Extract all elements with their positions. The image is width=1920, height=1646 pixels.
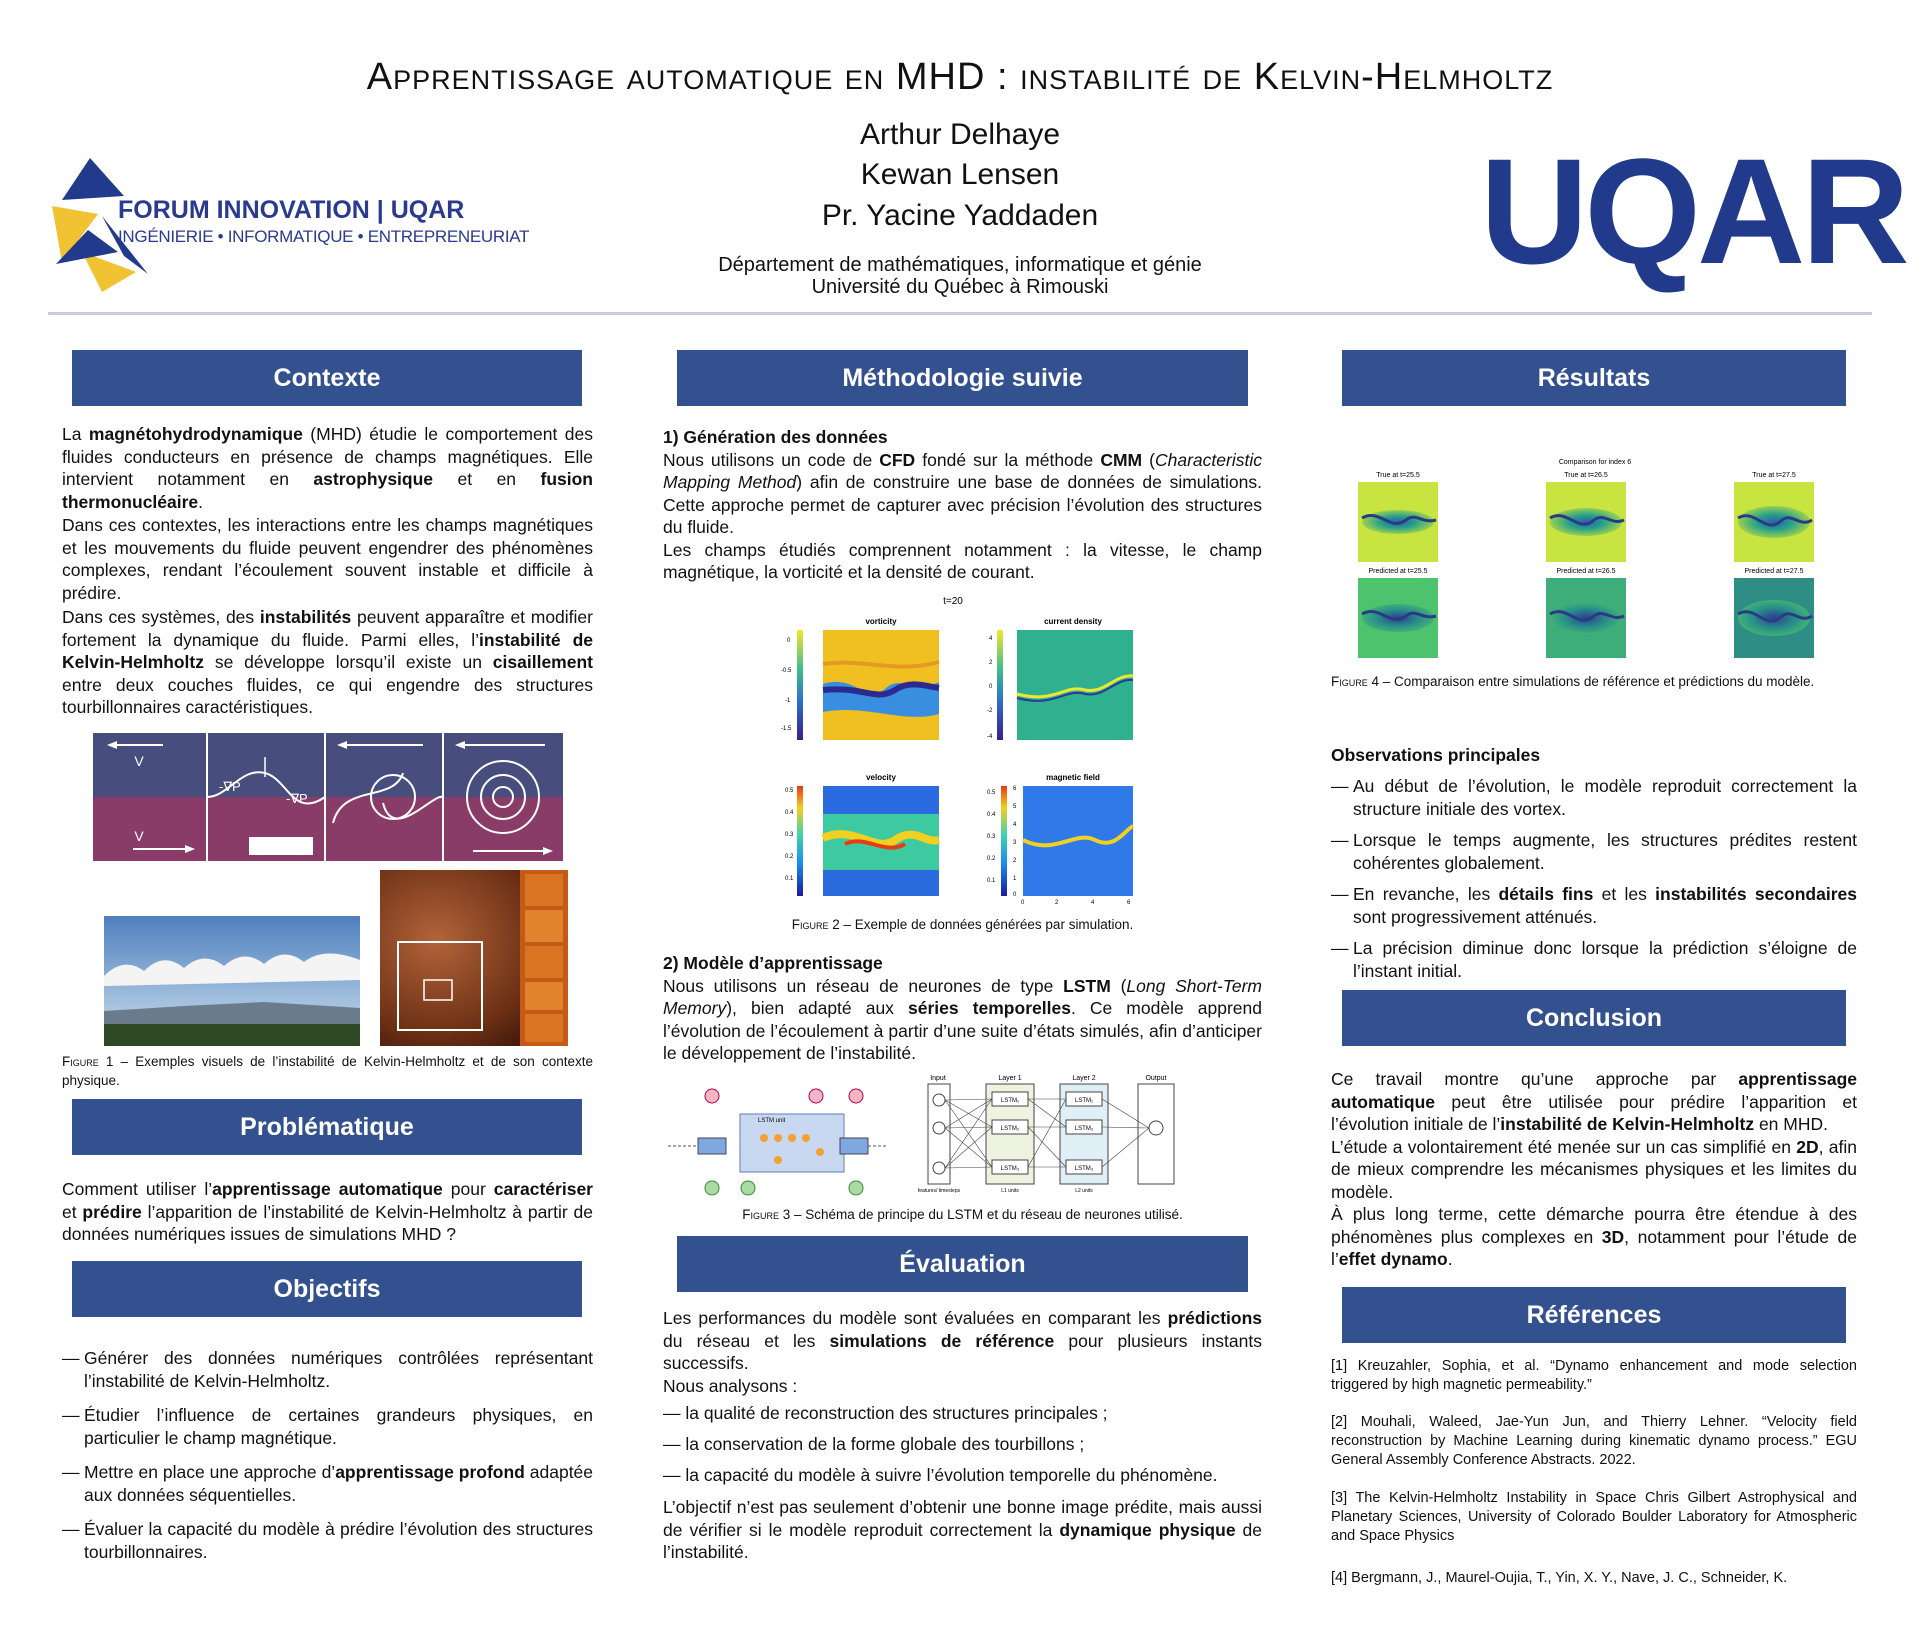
svg-text:LSTM₃: LSTM₃ bbox=[1000, 1166, 1020, 1172]
observation-item-4: — La précision diminue donc lorsque la prédiction s’éloigne de l’instant initial. bbox=[1331, 938, 1857, 981]
svg-text:LSTM₃: LSTM₃ bbox=[1074, 1166, 1094, 1172]
evaluation-paragraph-2: L’objectif n’est pas seulement d’obtenir une bonne image prédite, mais aussi de vérifier si le modèle reproduit correctement la dynamique physique de l’instabilité. bbox=[663, 1497, 1263, 1562]
svg-text:2: 2 bbox=[989, 660, 993, 666]
fig4-suptitle: Comparison for index 6 bbox=[1558, 459, 1632, 466]
label-grad-p-1: -∇P bbox=[219, 779, 241, 794]
figure-2-caption: Figure 2 – Exemple de données générées par simulation. bbox=[791, 917, 1134, 932]
svg-text:5: 5 bbox=[1013, 804, 1017, 810]
svg-text:0.4: 0.4 bbox=[785, 810, 794, 816]
section-header-problematique: Problématique bbox=[72, 1099, 582, 1155]
svg-text:-4: -4 bbox=[987, 734, 993, 740]
svg-text:L1 units: L1 units bbox=[1001, 1188, 1019, 1194]
university: Université du Québec à Rimouski bbox=[811, 276, 1109, 298]
prediction-comparison-figure bbox=[1350, 454, 1840, 664]
svg-text:Predicted at t=25.5: Predicted at t=25.5 bbox=[1368, 568, 1428, 575]
header-divider bbox=[48, 312, 1872, 315]
svg-text:0.1: 0.1 bbox=[785, 876, 794, 882]
svg-text:LSTM₂: LSTM₂ bbox=[1074, 1126, 1094, 1132]
svg-text:2: 2 bbox=[1055, 900, 1059, 906]
svg-text:L2 units: L2 units bbox=[1075, 1188, 1093, 1194]
kh-cloud-photo bbox=[104, 916, 360, 1046]
svg-text:LSTM unit: LSTM unit bbox=[758, 1118, 786, 1124]
svg-text:-2: -2 bbox=[987, 708, 993, 714]
objectif-item-3: — Mettre en place une approche d’apprentissage profond adaptée aux données séquentielles. bbox=[62, 1462, 594, 1505]
forum-innovation-logo bbox=[52, 156, 530, 296]
evaluation-item-3: — la capacité du modèle à suivre l’évolution temporelle du phénomène. bbox=[663, 1465, 1218, 1485]
svg-text:0.3: 0.3 bbox=[785, 832, 794, 838]
reference-3: [3] The Kelvin-Helmholtz Instability in Space Chris Gilbert Astrophysical and Planetary Sciences, University of Colorado Boulder Laboratory for Atmospheric and Space Physics bbox=[1331, 1490, 1857, 1544]
label-v-bottom: V bbox=[134, 828, 144, 844]
svg-text:True at t=25.5: True at t=25.5 bbox=[1376, 472, 1420, 479]
poster-title: Apprentissage automatique en MHD : instabilité de Kelvin-Helmholtz bbox=[366, 56, 1554, 98]
fig2-title-velocity: velocity bbox=[866, 773, 896, 782]
evaluation-item-1: — la qualité de reconstruction des structures principales ; bbox=[663, 1403, 1108, 1423]
fig2-title-current-density: current density bbox=[1044, 617, 1102, 626]
svg-text:2: 2 bbox=[1013, 858, 1017, 864]
svg-text:0: 0 bbox=[1013, 892, 1017, 898]
svg-text:LSTM₁: LSTM₁ bbox=[1074, 1098, 1094, 1104]
objectif-item-4: — Évaluer la capacité du modèle à prédire l’évolution des structures tourbillonnaires. bbox=[62, 1519, 593, 1562]
fig2-time-label: t=20 bbox=[943, 596, 963, 607]
svg-text:0: 0 bbox=[1021, 900, 1025, 906]
section-header-conclusion: Conclusion bbox=[1342, 990, 1846, 1046]
reference-4: [4] Bergmann, J., Maurel-Oujia, T., Yin, X. Y., Nave, J. C., Schneider, K. bbox=[1331, 1570, 1788, 1586]
svg-text:1: 1 bbox=[1013, 876, 1017, 882]
figure-3-caption: Figure 3 – Schéma de principe du LSTM et du réseau de neurones utilisé. bbox=[742, 1207, 1183, 1222]
svg-text:Input: Input bbox=[930, 1075, 946, 1082]
svg-text:LSTM₂: LSTM₂ bbox=[1000, 1126, 1020, 1132]
svg-text:0.5: 0.5 bbox=[785, 788, 794, 794]
section-header-contexte: Contexte bbox=[72, 350, 582, 406]
simulation-fields-figure bbox=[781, 594, 1145, 906]
conclusion-text: Ce travail montre qu’une approche par apprentissage automatique peut être utilisée pour prédire l’apparition et l’évolution initiale de l’instabilité de Kelvin-Helmholtz en MHD. L’étude a volontairement été menée sur un cas simplifié en 2D, afin de mieux comprendre les mécanismes physiques et les limites du modèle. À plus long terme, cette démarche pourra être étendue à des phénomènes plus complexes en 3D, notamment pour l’étude de l’effet dynamo. bbox=[1331, 1069, 1857, 1269]
department: Département de mathématiques, informatique et génie bbox=[718, 254, 1202, 276]
svg-text:-0.5: -0.5 bbox=[781, 668, 792, 674]
author-2: Kewan Lensen bbox=[860, 158, 1060, 191]
author-1: Arthur Delhaye bbox=[859, 118, 1061, 151]
svg-text:features/ timesteps: features/ timesteps bbox=[917, 1188, 961, 1194]
svg-text:Output: Output bbox=[1145, 1075, 1167, 1082]
section-header-references: Références bbox=[1342, 1287, 1846, 1343]
observation-item-1: — Au début de l’évolution, le modèle reproduit correctement la structure initiale des vortex. bbox=[1331, 776, 1857, 819]
svg-text:Layer 2: Layer 2 bbox=[1072, 1075, 1096, 1082]
observation-item-3: — En revanche, les détails fins et les instabilités secondaires sont progressivement atténués. bbox=[1331, 884, 1857, 927]
svg-text:6: 6 bbox=[1013, 786, 1017, 792]
objectif-item-1: — Générer des données numériques contrôlées représentant l’instabilité de Kelvin-Helmholtz. bbox=[62, 1348, 593, 1391]
contexte-paragraph-3: Dans ces systèmes, des instabilités peuvent apparaître et modifier fortement la dynamique du fluide. Parmi elles, l’instabilité de Kelvin-Helmholtz se développe lorsqu’il existe un cisaillement entre deux couches fluides, ce qui engendre des structures tourbillonnaires caractéristiques. bbox=[62, 607, 593, 717]
svg-text:6: 6 bbox=[1127, 900, 1131, 906]
figure-4-caption: Figure 4 – Comparaison entre simulations de référence et prédictions du modèle. bbox=[1331, 674, 1815, 689]
evaluation-item-2: — la conservation de la forme globale des tourbillons ; bbox=[663, 1434, 1085, 1454]
section-header-objectifs: Objectifs bbox=[72, 1261, 582, 1317]
methodologie-part-1: 1) Génération des données Nous utilisons un code de CFD fondé sur la méthode CMM (Characteristic Mapping Method) afin de construire une base de données de simulations. Cette approche permet de capturer avec précision l’évolution des structures du fluide. Les champs étudiés comprennent notamment : la vitesse, le champ magnétique, la vorticité et la densité de courant. bbox=[663, 427, 1262, 582]
svg-text:Predicted at t=27.5: Predicted at t=27.5 bbox=[1744, 568, 1804, 575]
svg-text:0.1: 0.1 bbox=[987, 878, 996, 884]
svg-text:True at t=26.5: True at t=26.5 bbox=[1564, 472, 1608, 479]
svg-text:4: 4 bbox=[989, 636, 993, 642]
svg-text:4: 4 bbox=[1013, 822, 1017, 828]
svg-text:0.2: 0.2 bbox=[987, 856, 996, 862]
svg-text:0: 0 bbox=[989, 684, 993, 690]
uqar-logo: UQAR bbox=[1480, 127, 1906, 295]
svg-text:Predicted at t=26.5: Predicted at t=26.5 bbox=[1556, 568, 1616, 575]
section-header-resultats: Résultats bbox=[1342, 350, 1846, 406]
figure-1-caption: Figure 1 – Exemples visuels de l’instabilité de Kelvin-Helmholtz et de son contexte physique. bbox=[62, 1054, 593, 1088]
forum-logo-title: FORUM INNOVATION | UQAR bbox=[118, 196, 465, 224]
svg-text:0: 0 bbox=[787, 638, 791, 644]
svg-text:-1.5: -1.5 bbox=[781, 726, 792, 732]
section-header-methodologie: Méthodologie suivie bbox=[677, 350, 1248, 406]
svg-text:0.5: 0.5 bbox=[987, 790, 996, 796]
reference-2: [2] Mouhali, Waleed, Jae-Yun Jun, and Thierry Lehner. “Velocity field reconstruction by Machine Learning during kinematic dynamo process.” EGU General Assembly Conference Abstracts. 2022. bbox=[1331, 1414, 1857, 1468]
lstm-schematic bbox=[668, 1072, 1176, 1200]
svg-text:0.3: 0.3 bbox=[987, 834, 996, 840]
svg-text:0.2: 0.2 bbox=[785, 854, 794, 860]
forum-logo-mark bbox=[52, 156, 122, 292]
svg-text:Layer 1: Layer 1 bbox=[998, 1075, 1022, 1082]
svg-text:4: 4 bbox=[1091, 900, 1095, 906]
methodologie-part-2: 2) Modèle d’apprentissage Nous utilisons un réseau de neurones de type LSTM (Long Short-Term Memory), bien adapté aux séries temporelles. Ce modèle apprend l’évolution de l’écoulement à partir d’une suite d’états simulés, afin d’anticiper le développement de l’instabilité. bbox=[663, 953, 1263, 1063]
svg-text:LSTM₁: LSTM₁ bbox=[1000, 1098, 1020, 1104]
fig2-title-magnetic-field: magnetic field bbox=[1046, 773, 1100, 782]
svg-text:True at t=27.5: True at t=27.5 bbox=[1752, 472, 1796, 479]
svg-text:0.4: 0.4 bbox=[987, 812, 996, 818]
label-v-top: V bbox=[134, 753, 144, 769]
observations-title: Observations principales bbox=[1331, 745, 1541, 765]
kh-instability-diagram bbox=[93, 733, 563, 861]
solar-kh-photo bbox=[380, 870, 568, 1046]
contexte-paragraph-1: La magnétohydrodynamique (MHD) étudie le comportement des fluides conducteurs en présence de champs magnétiques. Elle intervient notamment en astrophysique et en fusion thermonucléaire. bbox=[62, 424, 593, 512]
reference-1: [1] Kreuzahler, Sophia, et al. “Dynamo enhancement and mode selection triggered by high magnetic permeability.” bbox=[1331, 1358, 1857, 1393]
fig2-title-vorticity: vorticity bbox=[865, 617, 897, 626]
svg-text:3: 3 bbox=[1013, 840, 1017, 846]
objectif-item-2: — Étudier l’influence de certaines grandeurs physiques, en particulier le champ magnétique. bbox=[62, 1405, 593, 1448]
svg-text:-1: -1 bbox=[785, 698, 791, 704]
forum-logo-subtitle: INGÉNIERIE • INFORMATIQUE • ENTREPRENEURIAT bbox=[118, 227, 530, 246]
problematique-text: Comment utiliser l’apprentissage automatique pour caractériser et prédire l’apparition de l’instabilité de Kelvin-Helmholtz à partir de données numériques issues de simulations MHD ? bbox=[62, 1179, 593, 1244]
author-3: Pr. Yacine Yaddaden bbox=[821, 199, 1099, 232]
section-header-evaluation: Évaluation bbox=[677, 1236, 1248, 1292]
contexte-paragraph-2: Dans ces contextes, les interactions entre les champs magnétiques et les mouvements du fluide peuvent engendrer des phénomènes complexes, rendant l’écoulement souvent instable et difficile à prédire. bbox=[62, 515, 593, 603]
observation-item-2: — Lorsque le temps augmente, les structures prédites restent cohérentes globalement. bbox=[1331, 830, 1857, 873]
evaluation-paragraph-1: Les performances du modèle sont évaluées en comparant les prédictions du réseau et les simulations de référence pour plusieurs instants successifs. Nous analysons : bbox=[663, 1308, 1262, 1396]
label-grad-p-2: -∇P bbox=[286, 791, 308, 806]
